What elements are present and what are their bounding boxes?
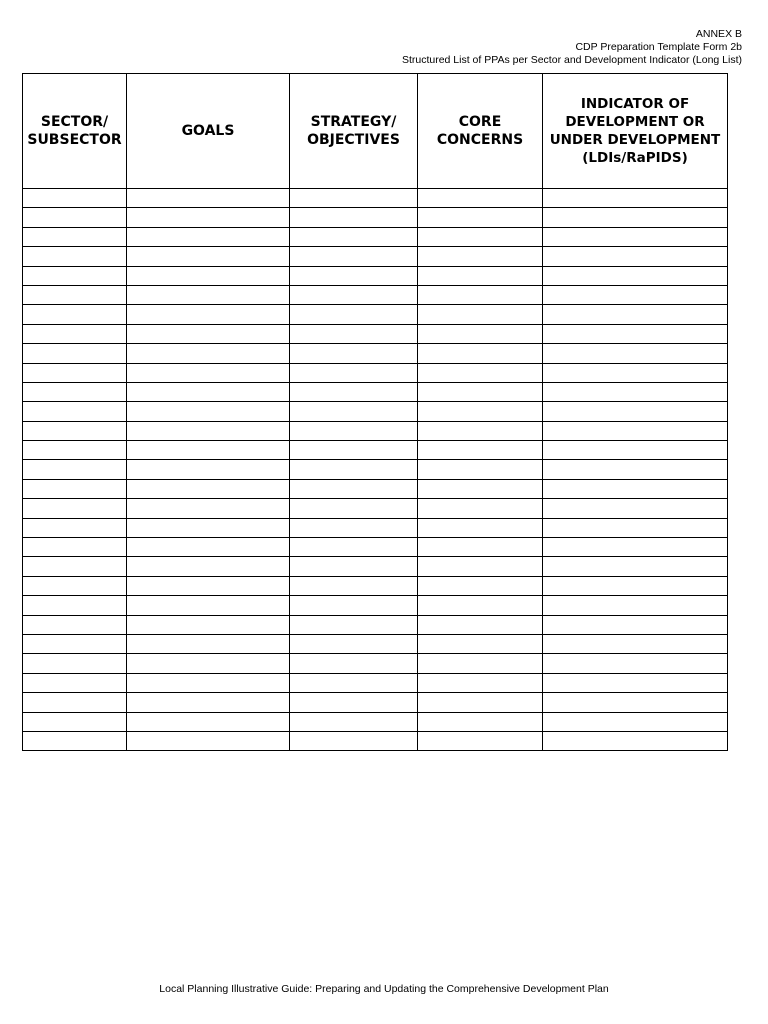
table-row xyxy=(23,538,728,557)
table-cell[interactable] xyxy=(290,615,418,634)
table-cell[interactable] xyxy=(127,557,290,576)
table-cell[interactable] xyxy=(127,305,290,324)
table-cell[interactable] xyxy=(290,285,418,304)
table-row xyxy=(23,557,728,576)
annex-label: ANNEX B xyxy=(695,28,742,40)
table-row xyxy=(23,421,728,440)
table-cell[interactable] xyxy=(127,285,290,304)
table-cell[interactable] xyxy=(127,247,290,266)
table-cell[interactable] xyxy=(290,421,418,440)
form-title: Structured List of PPAs per Sector and Development Indicator (Long List) xyxy=(401,54,742,66)
table-cell[interactable] xyxy=(543,731,728,750)
table-cell[interactable] xyxy=(418,557,543,576)
table-header-row xyxy=(23,74,728,189)
table-cell[interactable] xyxy=(543,402,728,421)
table-cell[interactable] xyxy=(543,324,728,343)
table-cell[interactable] xyxy=(290,266,418,285)
table-row xyxy=(23,518,728,537)
table-row xyxy=(23,731,728,750)
table-cell[interactable] xyxy=(418,576,543,595)
table-cell[interactable] xyxy=(127,324,290,343)
column-header-strategy xyxy=(290,74,418,189)
table-cell[interactable] xyxy=(418,634,543,653)
table-body xyxy=(23,189,728,751)
table-row xyxy=(23,460,728,479)
table-cell[interactable] xyxy=(127,576,290,595)
table-cell[interactable] xyxy=(23,247,127,266)
table-row xyxy=(23,285,728,304)
column-header-core-line1: CORE xyxy=(458,114,502,130)
column-header-sector xyxy=(23,74,127,189)
table-cell[interactable] xyxy=(543,421,728,440)
table-cell[interactable] xyxy=(23,499,127,518)
table-row xyxy=(23,344,728,363)
column-header-core-concerns xyxy=(418,74,543,189)
table-cell[interactable] xyxy=(543,363,728,382)
table-cell[interactable] xyxy=(418,189,543,208)
table-cell[interactable] xyxy=(290,382,418,401)
column-header-indicator-line1: INDICATOR OF xyxy=(580,96,690,112)
table-cell[interactable] xyxy=(543,266,728,285)
table-cell[interactable] xyxy=(543,344,728,363)
table-cell[interactable] xyxy=(543,305,728,324)
table-cell[interactable] xyxy=(290,247,418,266)
table-cell[interactable] xyxy=(418,460,543,479)
table-cell[interactable] xyxy=(127,615,290,634)
table-cell[interactable] xyxy=(418,673,543,692)
column-header-indicator-line3: UNDER DEVELOPMENT xyxy=(549,132,721,148)
table-cell[interactable] xyxy=(23,615,127,634)
table-cell[interactable] xyxy=(290,712,418,731)
table-cell[interactable] xyxy=(418,208,543,227)
table-cell[interactable] xyxy=(543,189,728,208)
table-cell[interactable] xyxy=(418,693,543,712)
table-row xyxy=(23,441,728,460)
table-cell[interactable] xyxy=(23,518,127,537)
table-cell[interactable] xyxy=(23,460,127,479)
table-cell[interactable] xyxy=(23,402,127,421)
column-header-strategy-line1: STRATEGY/ xyxy=(310,114,397,130)
table-cell[interactable] xyxy=(543,576,728,595)
table-cell[interactable] xyxy=(290,634,418,653)
table-cell[interactable] xyxy=(418,363,543,382)
table-cell[interactable] xyxy=(418,479,543,498)
table-cell[interactable] xyxy=(127,479,290,498)
table-cell[interactable] xyxy=(418,421,543,440)
table-row xyxy=(23,324,728,343)
table-cell[interactable] xyxy=(418,402,543,421)
table-cell[interactable] xyxy=(290,305,418,324)
table-row xyxy=(23,227,728,246)
table-cell[interactable] xyxy=(23,344,127,363)
table-row xyxy=(23,247,728,266)
table-row xyxy=(23,693,728,712)
table-cell[interactable] xyxy=(543,460,728,479)
form-header xyxy=(402,28,742,67)
table-row xyxy=(23,479,728,498)
table-row xyxy=(23,654,728,673)
table-cell[interactable] xyxy=(543,673,728,692)
table-cell[interactable] xyxy=(290,596,418,615)
form-name: CDP Preparation Template Form 2b xyxy=(575,41,742,53)
page-footer: Local Planning Illustrative Guide: Preparing and Updating the Comprehensive Development Plan xyxy=(159,983,609,995)
table-cell[interactable] xyxy=(127,518,290,537)
table-cell[interactable] xyxy=(290,518,418,537)
table-cell[interactable] xyxy=(23,538,127,557)
column-header-core-line2: CONCERNS xyxy=(436,132,524,148)
table-cell[interactable] xyxy=(290,557,418,576)
table-cell[interactable] xyxy=(543,382,728,401)
table-cell[interactable] xyxy=(418,266,543,285)
table-row xyxy=(23,712,728,731)
table-cell[interactable] xyxy=(127,731,290,750)
table-cell[interactable] xyxy=(23,557,127,576)
column-header-indicator xyxy=(543,74,728,189)
table-cell[interactable] xyxy=(290,731,418,750)
table-cell[interactable] xyxy=(127,538,290,557)
table-cell[interactable] xyxy=(543,557,728,576)
table-row xyxy=(23,499,728,518)
table-row xyxy=(23,266,728,285)
table-cell[interactable] xyxy=(290,673,418,692)
table-cell[interactable] xyxy=(23,324,127,343)
table-cell[interactable] xyxy=(418,518,543,537)
column-header-indicator-line2: DEVELOPMENT OR xyxy=(565,114,705,130)
table-cell[interactable] xyxy=(23,382,127,401)
table-row xyxy=(23,208,728,227)
table-cell[interactable] xyxy=(23,266,127,285)
table-cell[interactable] xyxy=(418,499,543,518)
table-cell[interactable] xyxy=(543,479,728,498)
table-cell[interactable] xyxy=(23,576,127,595)
table-cell[interactable] xyxy=(290,324,418,343)
table-cell[interactable] xyxy=(543,538,728,557)
table-cell[interactable] xyxy=(127,382,290,401)
table-cell[interactable] xyxy=(127,421,290,440)
table-row xyxy=(23,634,728,653)
table-cell[interactable] xyxy=(127,441,290,460)
column-header-strategy-line2: OBJECTIVES xyxy=(307,132,400,148)
table-cell[interactable] xyxy=(290,460,418,479)
table-cell[interactable] xyxy=(543,712,728,731)
table-row xyxy=(23,615,728,634)
table-cell[interactable] xyxy=(543,634,728,653)
table-row xyxy=(23,402,728,421)
table-cell[interactable] xyxy=(290,654,418,673)
table-row xyxy=(23,189,728,208)
table-cell[interactable] xyxy=(127,363,290,382)
table-cell[interactable] xyxy=(23,634,127,653)
table-cell[interactable] xyxy=(127,712,290,731)
table-cell[interactable] xyxy=(290,227,418,246)
table-row xyxy=(23,305,728,324)
table-cell[interactable] xyxy=(290,363,418,382)
table-cell[interactable] xyxy=(418,712,543,731)
table-row xyxy=(23,363,728,382)
table-cell[interactable] xyxy=(418,324,543,343)
table-cell[interactable] xyxy=(127,227,290,246)
table-cell[interactable] xyxy=(290,693,418,712)
table-cell[interactable] xyxy=(543,285,728,304)
table-cell[interactable] xyxy=(127,460,290,479)
table-cell[interactable] xyxy=(418,227,543,246)
table-cell[interactable] xyxy=(290,402,418,421)
table-cell[interactable] xyxy=(290,479,418,498)
column-header-goals-line1: GOALS xyxy=(181,123,235,139)
table-cell[interactable] xyxy=(418,538,543,557)
table-cell[interactable] xyxy=(127,634,290,653)
table-cell[interactable] xyxy=(23,693,127,712)
table-cell[interactable] xyxy=(127,208,290,227)
table-row xyxy=(23,673,728,692)
table-cell[interactable] xyxy=(23,363,127,382)
table-cell[interactable] xyxy=(127,499,290,518)
table-cell[interactable] xyxy=(127,266,290,285)
table-cell[interactable] xyxy=(23,654,127,673)
table-cell[interactable] xyxy=(23,227,127,246)
table-cell[interactable] xyxy=(290,208,418,227)
table-cell[interactable] xyxy=(543,693,728,712)
table-cell[interactable] xyxy=(23,285,127,304)
table-cell[interactable] xyxy=(543,654,728,673)
table-cell[interactable] xyxy=(418,285,543,304)
table-cell[interactable] xyxy=(290,576,418,595)
table-cell[interactable] xyxy=(23,673,127,692)
table-cell[interactable] xyxy=(543,518,728,537)
table-cell[interactable] xyxy=(127,693,290,712)
table-cell[interactable] xyxy=(543,441,728,460)
table-cell[interactable] xyxy=(23,441,127,460)
table-cell[interactable] xyxy=(23,731,127,750)
table-row xyxy=(23,576,728,595)
table-cell[interactable] xyxy=(23,208,127,227)
table-cell[interactable] xyxy=(23,596,127,615)
table-cell[interactable] xyxy=(127,344,290,363)
table-cell[interactable] xyxy=(543,227,728,246)
table-cell[interactable] xyxy=(418,247,543,266)
table-cell[interactable] xyxy=(418,596,543,615)
table-cell[interactable] xyxy=(418,654,543,673)
table-cell[interactable] xyxy=(543,499,728,518)
table-cell[interactable] xyxy=(418,382,543,401)
column-header-sector-line1: SECTOR/ xyxy=(40,114,109,130)
table-cell[interactable] xyxy=(418,305,543,324)
table-cell[interactable] xyxy=(23,479,127,498)
column-header-indicator-line4: (LDIs/RaPIDS) xyxy=(582,150,688,166)
table-cell[interactable] xyxy=(127,189,290,208)
table-cell[interactable] xyxy=(290,441,418,460)
table-row xyxy=(23,382,728,401)
table-cell[interactable] xyxy=(23,189,127,208)
table-cell[interactable] xyxy=(290,189,418,208)
table-cell[interactable] xyxy=(418,615,543,634)
table-cell[interactable] xyxy=(127,596,290,615)
table-cell[interactable] xyxy=(418,731,543,750)
table-cell[interactable] xyxy=(23,712,127,731)
table-row xyxy=(23,596,728,615)
table-cell[interactable] xyxy=(23,421,127,440)
table-cell[interactable] xyxy=(290,499,418,518)
table-cell[interactable] xyxy=(543,208,728,227)
table-cell[interactable] xyxy=(127,673,290,692)
table-cell[interactable] xyxy=(290,538,418,557)
table-cell[interactable] xyxy=(127,654,290,673)
table-cell[interactable] xyxy=(543,596,728,615)
table-cell[interactable] xyxy=(543,247,728,266)
table-cell[interactable] xyxy=(23,305,127,324)
table-cell[interactable] xyxy=(290,344,418,363)
table-cell[interactable] xyxy=(127,402,290,421)
table-cell[interactable] xyxy=(543,615,728,634)
column-header-goals xyxy=(127,74,290,189)
table-cell[interactable] xyxy=(418,441,543,460)
ppa-long-list-table xyxy=(22,73,728,751)
table-cell[interactable] xyxy=(418,344,543,363)
column-header-sector-line2: SUBSECTOR xyxy=(27,132,122,148)
